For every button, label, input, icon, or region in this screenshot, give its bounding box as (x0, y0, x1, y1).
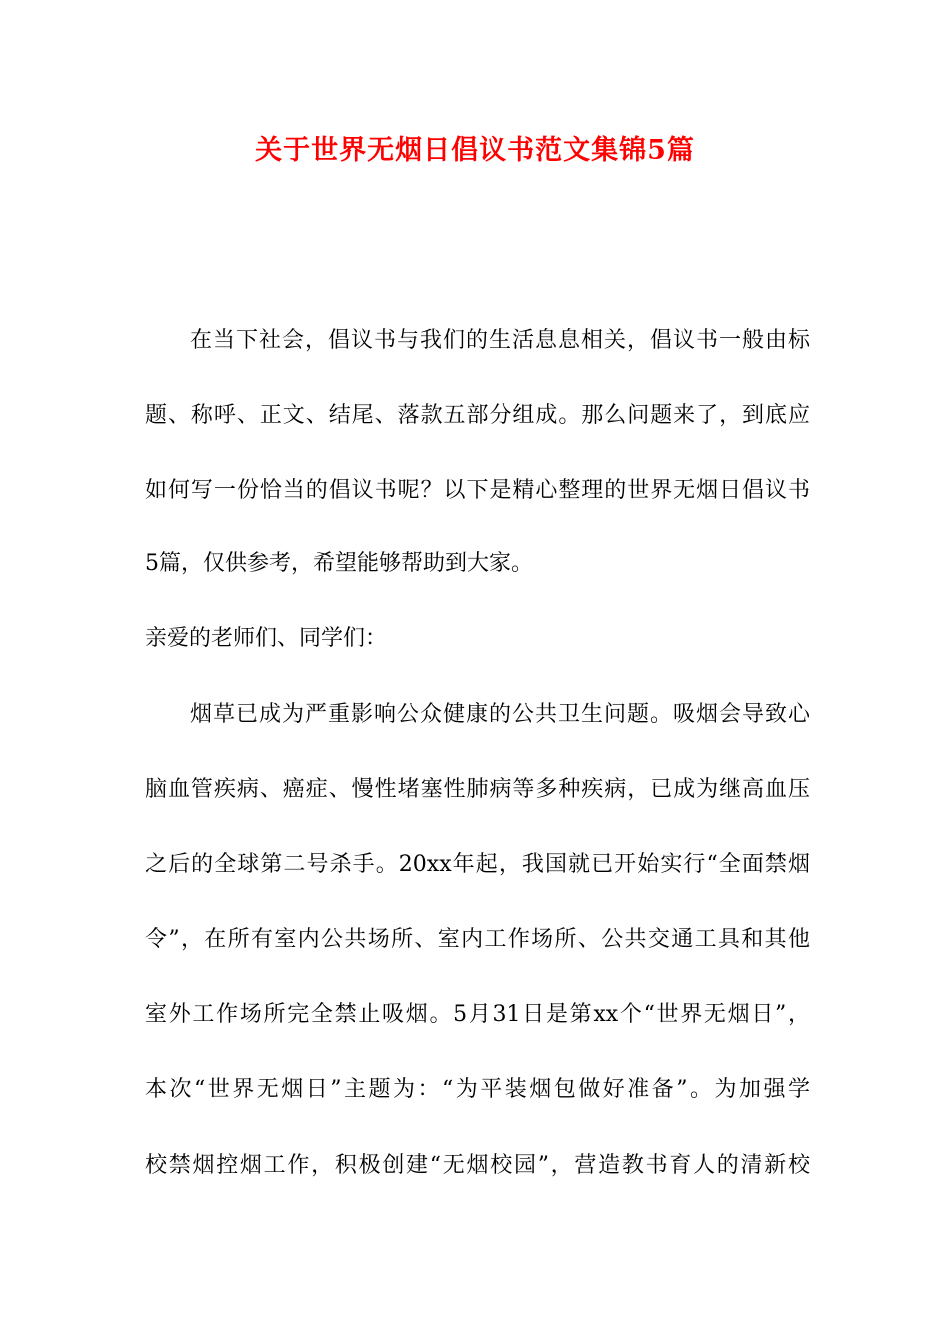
salutation: 亲爱的老师们、同学们： (145, 626, 388, 651)
intro-line-3: 如何写一份恰当的倡议书呢？以下是精心整理的世界无烟日倡议书 (145, 478, 810, 503)
intro-line-1: 在当下社会，倡议书与我们的生活息息相关，倡议书一般由标 (190, 328, 810, 353)
body-line-2: 脑血管疾病、癌症、慢性堵塞性肺病等多种疾病，已成为继高血压 (145, 777, 810, 802)
body-line-1: 烟草已成为严重影响公众健康的公共卫生问题。吸烟会导致心 (190, 702, 810, 727)
body-line-6: 本次“世界无烟日”主题为：“为平装烟包做好准备”。为加强学 (145, 1077, 810, 1102)
intro-line-2: 题、称呼、正文、结尾、落款五部分组成。那么问题来了，到底应 (145, 403, 810, 428)
body-line-5: 室外工作场所完全禁止吸烟。5月31日是第xx个“世界无烟日”， (145, 1002, 810, 1027)
intro-line-4: 5篇，仅供参考，希望能够帮助到大家。 (145, 551, 533, 576)
body-line-4: 令”，在所有室内公共场所、室内工作场所、公共交通工具和其他 (145, 927, 810, 952)
body-line-7: 校禁烟控烟工作，积极创建“无烟校园”，营造教书育人的清新校 (145, 1153, 810, 1178)
document-title: 关于世界无烟日倡议书范文集锦5篇 (255, 135, 695, 166)
body-line-3: 之后的全球第二号杀手。20xx年起，我国就已开始实行“全面禁烟 (145, 852, 810, 877)
